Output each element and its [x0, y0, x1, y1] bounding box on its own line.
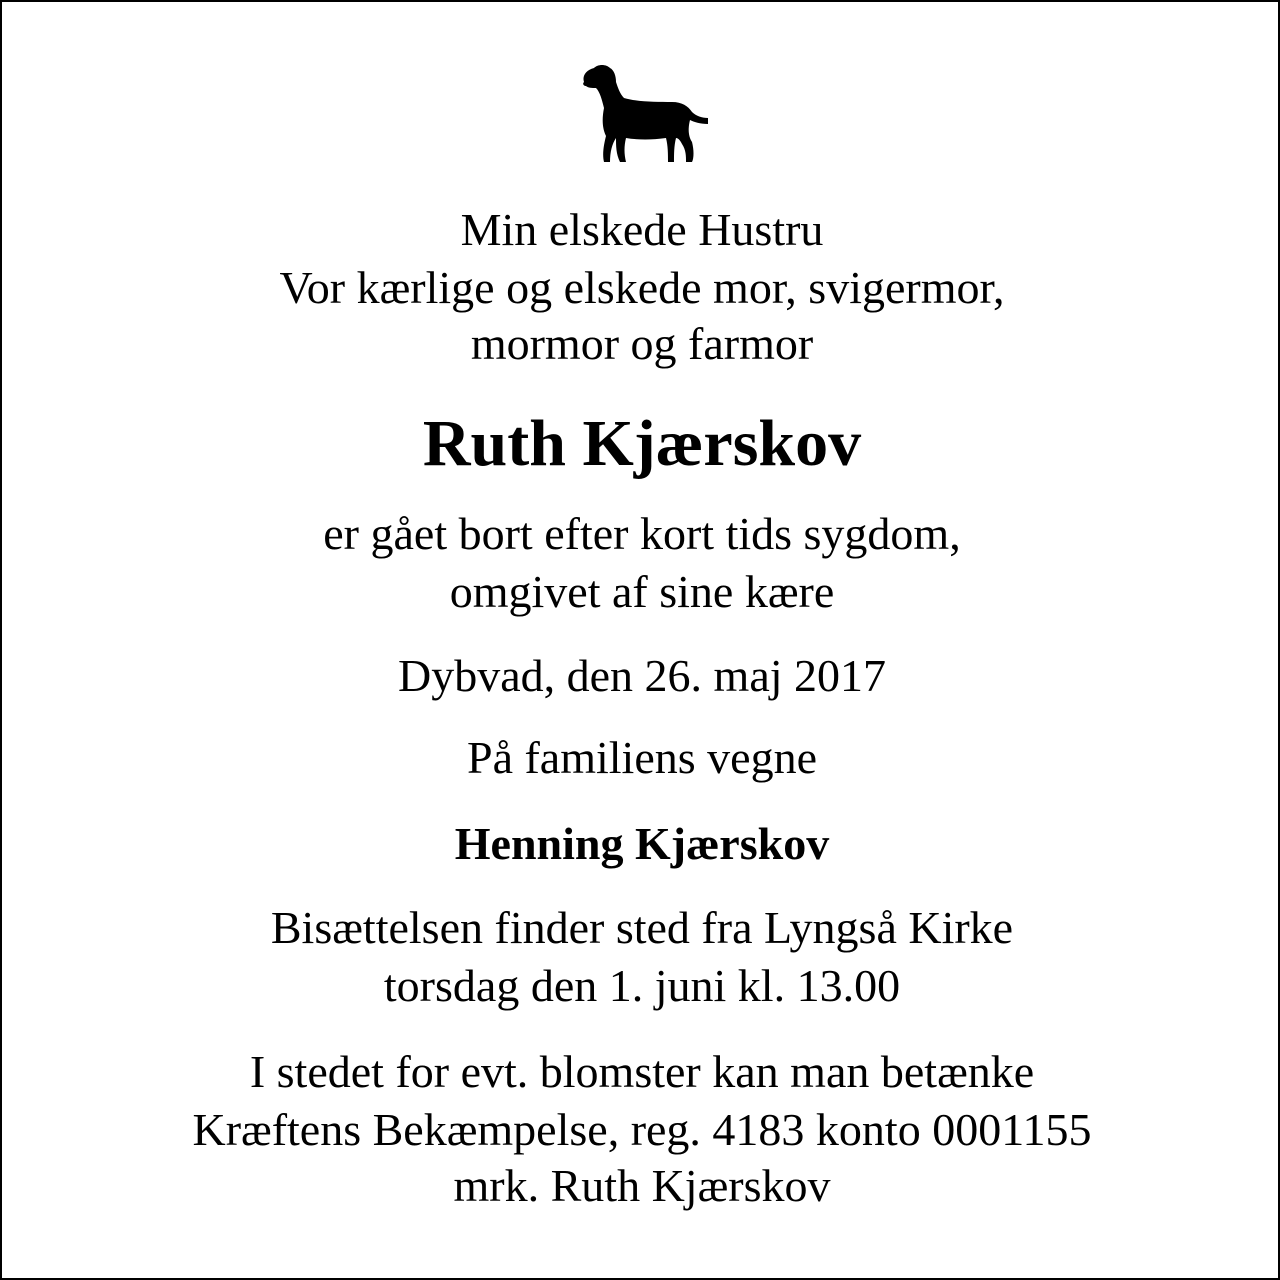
signer-name: Henning Kjærskov	[454, 818, 830, 869]
dog-icon	[576, 62, 710, 170]
donation-line-1: I stedet for evt. blomster kan man betænke	[249, 1046, 1035, 1097]
intro-line-1: Min elskede Hustru	[460, 204, 824, 255]
deceased-name: Ruth Kjærskov	[422, 407, 862, 480]
passing-line-2: omgivet af sine kære	[449, 566, 835, 617]
funeral-line-2: torsdag den 1. juni kl. 13.00	[383, 960, 901, 1011]
intro-line-2: Vor kærlige og elskede mor, svigermor,	[279, 262, 1005, 313]
place-date: Dybvad, den 26. maj 2017	[397, 650, 887, 701]
donation-line-2: Kræftens Bekæmpelse, reg. 4183 konto 0001155	[192, 1104, 1092, 1155]
passing-line-1: er gået bort efter kort tids sygdom,	[323, 508, 961, 559]
intro-line-3: mormor og farmor	[470, 318, 814, 369]
funeral-line-1: Bisættelsen finder sted fra Lyngså Kirke	[270, 902, 1014, 953]
on-behalf-text: På familiens vegne	[466, 732, 817, 783]
donation-line-3: mrk. Ruth Kjærskov	[453, 1160, 831, 1211]
